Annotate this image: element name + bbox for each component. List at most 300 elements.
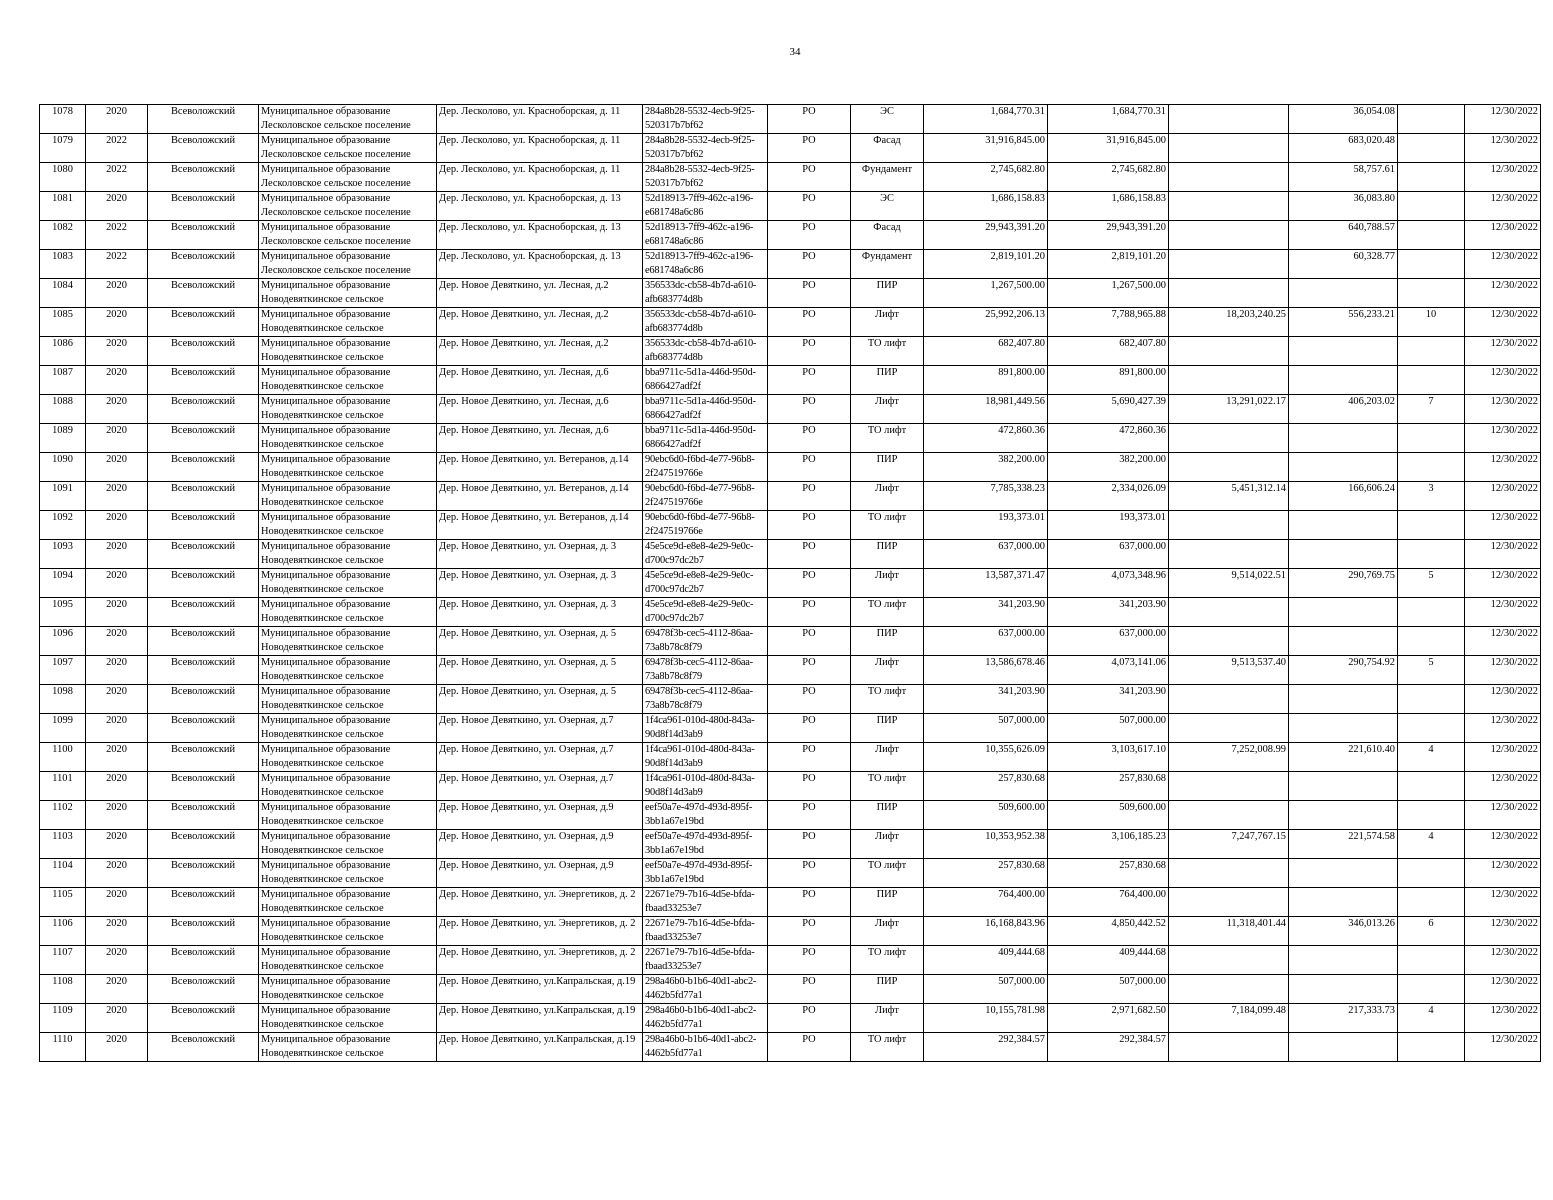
address-cell: Дер. Новое Девяткино, ул. Лесная, д.6 — [437, 395, 643, 424]
total-cost-cell: 341,203.90 — [924, 685, 1048, 714]
deadline-date-cell: 12/30/2022 — [1465, 424, 1541, 453]
work-type-cell: ПИР — [851, 627, 924, 656]
fee-amount-cell: 221,610.40 — [1289, 743, 1398, 772]
fund-type-cell: РО — [768, 366, 851, 395]
table-row — [40, 627, 1541, 656]
work-type-cell: Фасад — [851, 134, 924, 163]
address-cell: Дер. Новое Девяткино, ул. Озерная, д.7 — [437, 743, 643, 772]
fund-amount-cell: 637,000.00 — [1048, 627, 1169, 656]
address-cell: Дер. Новое Девяткино, ул. Энергетиков, д. 2 — [437, 946, 643, 975]
fund-type-cell: РО — [768, 772, 851, 801]
year-cell: 2020 — [86, 424, 148, 453]
fund-amount-cell: 1,267,500.00 — [1048, 279, 1169, 308]
year-cell: 2020 — [86, 192, 148, 221]
total-cost-cell: 257,830.68 — [924, 772, 1048, 801]
year-cell: 2020 — [86, 337, 148, 366]
fund-amount-cell: 1,686,158.83 — [1048, 192, 1169, 221]
row-number-cell: 1096 — [40, 627, 86, 656]
fee-amount-cell — [1289, 279, 1398, 308]
address-cell: Дер. Новое Девяткино, ул. Энергетиков, д. 2 — [437, 888, 643, 917]
extra-amount-cell — [1169, 511, 1289, 540]
work-type-cell: ПИР — [851, 888, 924, 917]
total-cost-cell: 891,800.00 — [924, 366, 1048, 395]
table-row — [40, 975, 1541, 1004]
work-type-cell: ТО лифт — [851, 772, 924, 801]
table-row — [40, 511, 1541, 540]
elevator-count-cell — [1398, 105, 1465, 134]
fund-amount-cell: 382,200.00 — [1048, 453, 1169, 482]
municipality-cell: Муниципальное образование Новодевяткинское сельское — [259, 859, 437, 888]
year-cell: 2022 — [86, 250, 148, 279]
row-number-cell: 1078 — [40, 105, 86, 134]
building-guid-cell: 69478f3b-cec5-4112-86aa-73a8b78c8f79 — [643, 685, 768, 714]
extra-amount-cell: 9,514,022.51 — [1169, 569, 1289, 598]
address-cell: Дер. Новое Девяткино, ул. Ветеранов, д.14 — [437, 511, 643, 540]
elevator-count-cell — [1398, 801, 1465, 830]
building-guid-cell: 22671e79-7b16-4d5e-bfda-fbaad33253e7 — [643, 888, 768, 917]
fund-amount-cell: 4,073,141.06 — [1048, 656, 1169, 685]
extra-amount-cell — [1169, 337, 1289, 366]
fee-amount-cell — [1289, 424, 1398, 453]
building-guid-cell: bba9711c-5d1a-446d-950d-6866427adf2f — [643, 395, 768, 424]
building-guid-cell: 22671e79-7b16-4d5e-bfda-fbaad33253e7 — [643, 917, 768, 946]
building-guid-cell: 45e5ce9d-e8e8-4e29-9e0c-d700c97dc2b7 — [643, 569, 768, 598]
extra-amount-cell: 18,203,240.25 — [1169, 308, 1289, 337]
elevator-count-cell: 5 — [1398, 656, 1465, 685]
total-cost-cell: 16,168,843.96 — [924, 917, 1048, 946]
elevator-count-cell — [1398, 250, 1465, 279]
year-cell: 2020 — [86, 714, 148, 743]
district-cell: Всеволожский — [148, 888, 259, 917]
fund-type-cell: РО — [768, 192, 851, 221]
building-guid-cell: eef50a7e-497d-493d-895f-3bb1a67e19bd — [643, 830, 768, 859]
deadline-date-cell: 12/30/2022 — [1465, 569, 1541, 598]
building-guid-cell: 52d18913-7ff9-462c-a196-e681748a6c86 — [643, 221, 768, 250]
elevator-count-cell — [1398, 163, 1465, 192]
district-cell: Всеволожский — [148, 569, 259, 598]
fund-type-cell: РО — [768, 134, 851, 163]
row-number-cell: 1110 — [40, 1033, 86, 1062]
work-type-cell: Фасад — [851, 221, 924, 250]
fund-type-cell: РО — [768, 395, 851, 424]
fund-type-cell: РО — [768, 1033, 851, 1062]
municipality-cell: Муниципальное образование Новодевяткинское сельское — [259, 395, 437, 424]
address-cell: Дер. Новое Девяткино, ул. Озерная, д. 5 — [437, 627, 643, 656]
work-type-cell: Лифт — [851, 830, 924, 859]
elevator-count-cell — [1398, 975, 1465, 1004]
district-cell: Всеволожский — [148, 337, 259, 366]
district-cell: Всеволожский — [148, 1004, 259, 1033]
deadline-date-cell: 12/30/2022 — [1465, 540, 1541, 569]
address-cell: Дер. Новое Девяткино, ул. Ветеранов, д.14 — [437, 453, 643, 482]
fund-type-cell: РО — [768, 917, 851, 946]
municipality-cell: Муниципальное образование Новодевяткинское сельское — [259, 424, 437, 453]
work-type-cell: Лифт — [851, 743, 924, 772]
municipality-cell: Муниципальное образование Лесколовское сельское поселение — [259, 250, 437, 279]
row-number-cell: 1080 — [40, 163, 86, 192]
elevator-count-cell: 4 — [1398, 743, 1465, 772]
address-cell: Дер. Лесколово, ул. Красноборская, д. 13 — [437, 221, 643, 250]
row-number-cell: 1083 — [40, 250, 86, 279]
work-type-cell: ПИР — [851, 975, 924, 1004]
municipality-cell: Муниципальное образование Новодевяткинское сельское — [259, 366, 437, 395]
work-type-cell: ТО лифт — [851, 946, 924, 975]
row-number-cell: 1091 — [40, 482, 86, 511]
year-cell: 2020 — [86, 395, 148, 424]
fund-type-cell: РО — [768, 656, 851, 685]
work-type-cell: Фундамент — [851, 163, 924, 192]
fund-type-cell: РО — [768, 743, 851, 772]
row-number-cell: 1079 — [40, 134, 86, 163]
fund-amount-cell: 31,916,845.00 — [1048, 134, 1169, 163]
address-cell: Дер. Новое Девяткино, ул. Лесная, д.6 — [437, 366, 643, 395]
district-cell: Всеволожский — [148, 163, 259, 192]
deadline-date-cell: 12/30/2022 — [1465, 627, 1541, 656]
district-cell: Всеволожский — [148, 772, 259, 801]
fee-amount-cell — [1289, 453, 1398, 482]
fund-type-cell: РО — [768, 627, 851, 656]
fund-type-cell: РО — [768, 888, 851, 917]
municipality-cell: Муниципальное образование Новодевяткинское сельское — [259, 946, 437, 975]
fund-type-cell: РО — [768, 859, 851, 888]
elevator-count-cell: 6 — [1398, 917, 1465, 946]
building-guid-cell: 298a46b0-b1b6-40d1-abc2-4462b5fd77a1 — [643, 975, 768, 1004]
extra-amount-cell — [1169, 801, 1289, 830]
extra-amount-cell: 7,247,767.15 — [1169, 830, 1289, 859]
fund-type-cell: РО — [768, 1004, 851, 1033]
municipality-cell: Муниципальное образование Новодевяткинское сельское — [259, 714, 437, 743]
work-type-cell: ПИР — [851, 453, 924, 482]
total-cost-cell: 10,353,952.38 — [924, 830, 1048, 859]
elevator-count-cell: 3 — [1398, 482, 1465, 511]
table-row — [40, 540, 1541, 569]
year-cell: 2022 — [86, 163, 148, 192]
row-number-cell: 1090 — [40, 453, 86, 482]
table-row — [40, 598, 1541, 627]
fee-amount-cell: 640,788.57 — [1289, 221, 1398, 250]
deadline-date-cell: 12/30/2022 — [1465, 366, 1541, 395]
table-row — [40, 337, 1541, 366]
elevator-count-cell — [1398, 888, 1465, 917]
fee-amount-cell: 60,328.77 — [1289, 250, 1398, 279]
extra-amount-cell — [1169, 221, 1289, 250]
table-row — [40, 308, 1541, 337]
table-row — [40, 772, 1541, 801]
municipality-cell: Муниципальное образование Новодевяткинское сельское — [259, 1033, 437, 1062]
fund-type-cell: РО — [768, 946, 851, 975]
page-number: 34 — [789, 46, 801, 58]
extra-amount-cell — [1169, 859, 1289, 888]
municipality-cell: Муниципальное образование Новодевяткинское сельское — [259, 482, 437, 511]
deadline-date-cell: 12/30/2022 — [1465, 685, 1541, 714]
fund-type-cell: РО — [768, 714, 851, 743]
fee-amount-cell: 221,574.58 — [1289, 830, 1398, 859]
address-cell: Дер. Новое Девяткино, ул. Озерная, д. 3 — [437, 569, 643, 598]
fund-amount-cell: 2,745,682.80 — [1048, 163, 1169, 192]
fee-amount-cell — [1289, 685, 1398, 714]
row-number-cell: 1093 — [40, 540, 86, 569]
fund-amount-cell: 1,684,770.31 — [1048, 105, 1169, 134]
fee-amount-cell — [1289, 888, 1398, 917]
address-cell: Дер. Новое Девяткино, ул. Озерная, д.9 — [437, 859, 643, 888]
elevator-count-cell — [1398, 598, 1465, 627]
registry-body — [40, 105, 1541, 1062]
row-number-cell: 1086 — [40, 337, 86, 366]
table-row — [40, 221, 1541, 250]
year-cell: 2020 — [86, 453, 148, 482]
extra-amount-cell — [1169, 163, 1289, 192]
municipality-cell: Муниципальное образование Новодевяткинское сельское — [259, 917, 437, 946]
total-cost-cell: 25,992,206.13 — [924, 308, 1048, 337]
extra-amount-cell: 11,318,401.44 — [1169, 917, 1289, 946]
total-cost-cell: 31,916,845.00 — [924, 134, 1048, 163]
fee-amount-cell — [1289, 366, 1398, 395]
deadline-date-cell: 12/30/2022 — [1465, 830, 1541, 859]
fee-amount-cell — [1289, 337, 1398, 366]
municipality-cell: Муниципальное образование Новодевяткинское сельское — [259, 598, 437, 627]
district-cell: Всеволожский — [148, 656, 259, 685]
fee-amount-cell: 166,606.24 — [1289, 482, 1398, 511]
extra-amount-cell — [1169, 134, 1289, 163]
building-guid-cell: 356533dc-cb58-4b7d-a610-afb683774d8b — [643, 279, 768, 308]
municipality-cell: Муниципальное образование Новодевяткинское сельское — [259, 627, 437, 656]
fee-amount-cell — [1289, 859, 1398, 888]
building-guid-cell: 284a8b28-5532-4ecb-9f25-520317b7bf62 — [643, 134, 768, 163]
total-cost-cell: 13,586,678.46 — [924, 656, 1048, 685]
table-row — [40, 366, 1541, 395]
row-number-cell: 1084 — [40, 279, 86, 308]
fee-amount-cell — [1289, 511, 1398, 540]
building-guid-cell: bba9711c-5d1a-446d-950d-6866427adf2f — [643, 366, 768, 395]
year-cell: 2020 — [86, 308, 148, 337]
total-cost-cell: 509,600.00 — [924, 801, 1048, 830]
work-type-cell: ТО лифт — [851, 1033, 924, 1062]
district-cell: Всеволожский — [148, 424, 259, 453]
year-cell: 2020 — [86, 743, 148, 772]
work-type-cell: Лифт — [851, 308, 924, 337]
fund-amount-cell: 507,000.00 — [1048, 714, 1169, 743]
total-cost-cell: 382,200.00 — [924, 453, 1048, 482]
address-cell: Дер. Новое Девяткино, ул.Капральская, д.19 — [437, 1004, 643, 1033]
municipality-cell: Муниципальное образование Новодевяткинское сельское — [259, 685, 437, 714]
deadline-date-cell: 12/30/2022 — [1465, 1033, 1541, 1062]
table-row — [40, 859, 1541, 888]
year-cell: 2020 — [86, 366, 148, 395]
address-cell: Дер. Новое Девяткино, ул.Капральская, д.19 — [437, 1033, 643, 1062]
building-guid-cell: 69478f3b-cec5-4112-86aa-73a8b78c8f79 — [643, 656, 768, 685]
row-number-cell: 1100 — [40, 743, 86, 772]
table-row — [40, 743, 1541, 772]
district-cell: Всеволожский — [148, 105, 259, 134]
total-cost-cell: 193,373.01 — [924, 511, 1048, 540]
year-cell: 2020 — [86, 685, 148, 714]
deadline-date-cell: 12/30/2022 — [1465, 163, 1541, 192]
extra-amount-cell — [1169, 105, 1289, 134]
row-number-cell: 1103 — [40, 830, 86, 859]
building-guid-cell: 45e5ce9d-e8e8-4e29-9e0c-d700c97dc2b7 — [643, 598, 768, 627]
address-cell: Дер. Новое Девяткино, ул. Лесная, д.2 — [437, 308, 643, 337]
district-cell: Всеволожский — [148, 366, 259, 395]
address-cell: Дер. Лесколово, ул. Красноборская, д. 13 — [437, 250, 643, 279]
extra-amount-cell: 7,252,008.99 — [1169, 743, 1289, 772]
municipality-cell: Муниципальное образование Лесколовское сельское поселение — [259, 192, 437, 221]
municipality-cell: Муниципальное образование Новодевяткинское сельское — [259, 772, 437, 801]
municipality-cell: Муниципальное образование Новодевяткинское сельское — [259, 540, 437, 569]
row-number-cell: 1088 — [40, 395, 86, 424]
total-cost-cell: 1,267,500.00 — [924, 279, 1048, 308]
fund-amount-cell: 257,830.68 — [1048, 772, 1169, 801]
deadline-date-cell: 12/30/2022 — [1465, 482, 1541, 511]
district-cell: Всеволожский — [148, 859, 259, 888]
deadline-date-cell: 12/30/2022 — [1465, 714, 1541, 743]
work-type-cell: ТО лифт — [851, 337, 924, 366]
table-row — [40, 1033, 1541, 1062]
year-cell: 2020 — [86, 482, 148, 511]
municipality-cell: Муниципальное образование Новодевяткинское сельское — [259, 1004, 437, 1033]
municipality-cell: Муниципальное образование Новодевяткинское сельское — [259, 888, 437, 917]
fee-amount-cell: 36,054.08 — [1289, 105, 1398, 134]
work-type-cell: Лифт — [851, 395, 924, 424]
row-number-cell: 1089 — [40, 424, 86, 453]
address-cell: Дер. Новое Девяткино, ул. Озерная, д.9 — [437, 830, 643, 859]
district-cell: Всеволожский — [148, 308, 259, 337]
fund-amount-cell: 682,407.80 — [1048, 337, 1169, 366]
fund-type-cell: РО — [768, 569, 851, 598]
table-row — [40, 830, 1541, 859]
total-cost-cell: 637,000.00 — [924, 540, 1048, 569]
deadline-date-cell: 12/30/2022 — [1465, 105, 1541, 134]
address-cell: Дер. Новое Девяткино, ул. Лесная, д.2 — [437, 337, 643, 366]
district-cell: Всеволожский — [148, 830, 259, 859]
table-row — [40, 105, 1541, 134]
fund-amount-cell: 3,106,185.23 — [1048, 830, 1169, 859]
fund-type-cell: РО — [768, 482, 851, 511]
elevator-count-cell — [1398, 772, 1465, 801]
total-cost-cell: 409,444.68 — [924, 946, 1048, 975]
fund-type-cell: РО — [768, 975, 851, 1004]
address-cell: Дер. Лесколово, ул. Красноборская, д. 11 — [437, 105, 643, 134]
address-cell: Дер. Новое Девяткино, ул. Ветеранов, д.14 — [437, 482, 643, 511]
fund-amount-cell: 2,334,026.09 — [1048, 482, 1169, 511]
row-number-cell: 1098 — [40, 685, 86, 714]
address-cell: Дер. Новое Девяткино, ул. Озерная, д. 3 — [437, 540, 643, 569]
row-number-cell: 1101 — [40, 772, 86, 801]
fee-amount-cell: 36,083.80 — [1289, 192, 1398, 221]
elevator-count-cell — [1398, 859, 1465, 888]
extra-amount-cell — [1169, 366, 1289, 395]
municipality-cell: Муниципальное образование Новодевяткинское сельское — [259, 279, 437, 308]
address-cell: Дер. Новое Девяткино, ул. Энергетиков, д. 2 — [437, 917, 643, 946]
municipality-cell: Муниципальное образование Новодевяткинское сельское — [259, 975, 437, 1004]
elevator-count-cell — [1398, 192, 1465, 221]
district-cell: Всеволожский — [148, 975, 259, 1004]
year-cell: 2020 — [86, 540, 148, 569]
fund-type-cell: РО — [768, 337, 851, 366]
elevator-count-cell — [1398, 424, 1465, 453]
elevator-count-cell — [1398, 1033, 1465, 1062]
work-type-cell: ЭС — [851, 192, 924, 221]
fee-amount-cell: 406,203.02 — [1289, 395, 1398, 424]
address-cell: Дер. Новое Девяткино, ул. Лесная, д.6 — [437, 424, 643, 453]
work-type-cell: Лифт — [851, 482, 924, 511]
deadline-date-cell: 12/30/2022 — [1465, 656, 1541, 685]
elevator-count-cell — [1398, 221, 1465, 250]
elevator-count-cell — [1398, 337, 1465, 366]
fund-amount-cell: 5,690,427.39 — [1048, 395, 1169, 424]
district-cell: Всеволожский — [148, 685, 259, 714]
total-cost-cell: 7,785,338.23 — [924, 482, 1048, 511]
municipality-cell: Муниципальное образование Новодевяткинское сельское — [259, 830, 437, 859]
year-cell: 2020 — [86, 279, 148, 308]
building-guid-cell: 90ebc6d0-f6bd-4e77-96b8-2f247519766e — [643, 453, 768, 482]
deadline-date-cell: 12/30/2022 — [1465, 308, 1541, 337]
total-cost-cell: 13,587,371.47 — [924, 569, 1048, 598]
extra-amount-cell — [1169, 192, 1289, 221]
address-cell: Дер. Лесколово, ул. Красноборская, д. 11 — [437, 134, 643, 163]
deadline-date-cell: 12/30/2022 — [1465, 859, 1541, 888]
elevator-count-cell — [1398, 540, 1465, 569]
fund-type-cell: РО — [768, 163, 851, 192]
fund-amount-cell: 341,203.90 — [1048, 685, 1169, 714]
fund-amount-cell: 2,819,101.20 — [1048, 250, 1169, 279]
district-cell: Всеволожский — [148, 192, 259, 221]
table-row — [40, 714, 1541, 743]
row-number-cell: 1085 — [40, 308, 86, 337]
work-type-cell: Лифт — [851, 1004, 924, 1033]
deadline-date-cell: 12/30/2022 — [1465, 598, 1541, 627]
table-row — [40, 453, 1541, 482]
year-cell: 2020 — [86, 1033, 148, 1062]
fee-amount-cell: 346,013.26 — [1289, 917, 1398, 946]
year-cell: 2020 — [86, 946, 148, 975]
building-guid-cell: 1f4ca961-010d-480d-843a-90d8f14d3ab9 — [643, 772, 768, 801]
fund-amount-cell: 472,860.36 — [1048, 424, 1169, 453]
deadline-date-cell: 12/30/2022 — [1465, 917, 1541, 946]
fund-type-cell: РО — [768, 685, 851, 714]
building-guid-cell: 69478f3b-cec5-4112-86aa-73a8b78c8f79 — [643, 627, 768, 656]
row-number-cell: 1105 — [40, 888, 86, 917]
extra-amount-cell — [1169, 888, 1289, 917]
work-type-cell: ПИР — [851, 279, 924, 308]
elevator-count-cell — [1398, 134, 1465, 163]
extra-amount-cell: 7,184,099.48 — [1169, 1004, 1289, 1033]
address-cell: Дер. Лесколово, ул. Красноборская, д. 11 — [437, 163, 643, 192]
building-guid-cell: 284a8b28-5532-4ecb-9f25-520317b7bf62 — [643, 163, 768, 192]
district-cell: Всеволожский — [148, 743, 259, 772]
year-cell: 2020 — [86, 917, 148, 946]
row-number-cell: 1106 — [40, 917, 86, 946]
work-type-cell: ПИР — [851, 540, 924, 569]
extra-amount-cell: 9,513,537.40 — [1169, 656, 1289, 685]
fee-amount-cell: 290,754.92 — [1289, 656, 1398, 685]
fund-type-cell: РО — [768, 598, 851, 627]
fund-amount-cell: 509,600.00 — [1048, 801, 1169, 830]
year-cell: 2022 — [86, 221, 148, 250]
fund-type-cell: РО — [768, 424, 851, 453]
year-cell: 2020 — [86, 656, 148, 685]
work-type-cell: ТО лифт — [851, 859, 924, 888]
total-cost-cell: 341,203.90 — [924, 598, 1048, 627]
fund-type-cell: РО — [768, 105, 851, 134]
elevator-count-cell: 10 — [1398, 308, 1465, 337]
fee-amount-cell — [1289, 1033, 1398, 1062]
district-cell: Всеволожский — [148, 511, 259, 540]
row-number-cell: 1104 — [40, 859, 86, 888]
total-cost-cell: 10,355,626.09 — [924, 743, 1048, 772]
table-row — [40, 395, 1541, 424]
fee-amount-cell: 556,233.21 — [1289, 308, 1398, 337]
building-guid-cell: 52d18913-7ff9-462c-a196-e681748a6c86 — [643, 250, 768, 279]
